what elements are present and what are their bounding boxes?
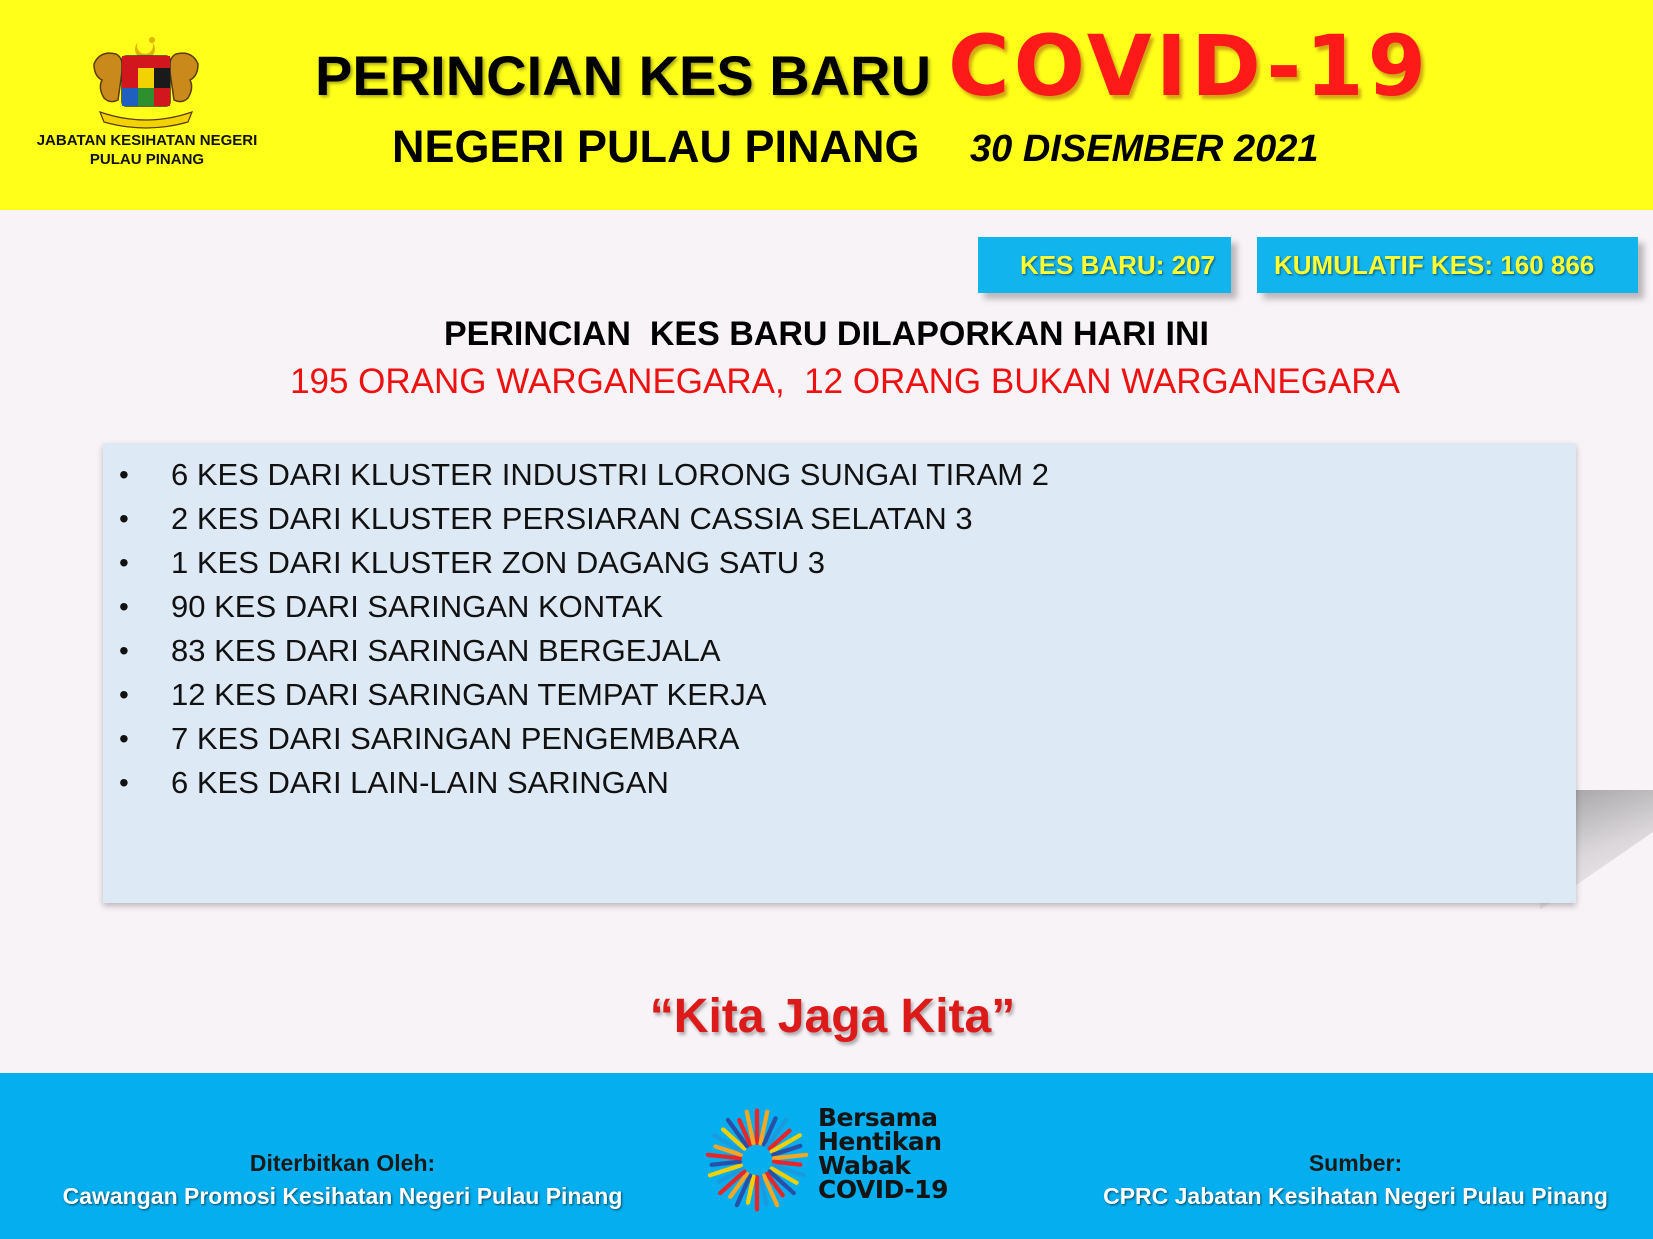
list-item-text: 1 KES DARI KLUSTER ZON DAGANG SATU 3	[171, 545, 826, 580]
bullet-icon: •	[119, 767, 129, 798]
list-item	[103, 541, 1576, 585]
agency-name	[22, 131, 272, 169]
publisher-label: Diterbitkan Oleh:	[249, 1150, 436, 1176]
campaign-line-4: COVID-19	[818, 1175, 948, 1204]
list-item-text: 7 KES DARI SARINGAN PENGEMBARA	[171, 721, 740, 756]
state-title: NEGERI PULAU PINANG	[392, 121, 920, 172]
list-item	[103, 717, 1576, 761]
agency-line-2: PULAU PINANG	[89, 151, 205, 168]
malaysia-coat-of-arms-icon	[86, 34, 206, 130]
bullet-icon: •	[119, 503, 129, 534]
header-banner	[0, 0, 1653, 210]
campaign-text	[818, 1103, 948, 1204]
list-item-text: 6 KES DARI KLUSTER INDUSTRI LORONG SUNGAI TIRAM 2	[171, 457, 1049, 492]
campaign-line-2: Hentikan	[818, 1127, 942, 1156]
list-item-text: 83 KES DARI SARINGAN BERGEJALA	[171, 633, 721, 668]
new-cases-badge: KES BARU: 207	[978, 237, 1231, 293]
details-heading: PERINCIAN KES BARU DILAPORKAN HARI INI	[443, 315, 1210, 353]
page-title: PERINCIAN KES BARU	[315, 44, 932, 107]
list-item	[103, 761, 1576, 805]
campaign-logo	[700, 1098, 970, 1223]
bullet-icon: •	[119, 459, 129, 490]
bullet-icon: •	[119, 591, 129, 622]
list-item-text: 90 KES DARI SARINGAN KONTAK	[171, 589, 664, 624]
list-item-text: 2 KES DARI KLUSTER PERSIARAN CASSIA SELATAN 3	[171, 501, 973, 536]
bullet-icon: •	[119, 723, 129, 754]
campaign-burst-logo-icon	[700, 1103, 814, 1217]
bullet-icon: •	[119, 547, 129, 578]
list-item	[103, 585, 1576, 629]
footer-banner	[0, 1073, 1653, 1239]
list-item	[103, 453, 1576, 497]
report-date: 30 DISEMBER 2021	[970, 128, 1319, 170]
list-item-text: 12 KES DARI SARINGAN TEMPAT KERJA	[171, 677, 767, 712]
source-label: Sumber:	[1308, 1150, 1403, 1176]
covid-title: COVID-19	[948, 17, 1431, 115]
list-item	[103, 497, 1576, 541]
slogan: “Kita Jaga Kita”	[649, 990, 1016, 1043]
agency-line-1: JABATAN KESIHATAN NEGERI	[36, 132, 258, 149]
details-subheading: 195 ORANG WARGANEGARA, 12 ORANG BUKAN WARGANEGARA	[290, 362, 1400, 401]
bullet-icon: •	[119, 679, 129, 710]
publisher-name: Cawangan Promosi Kesihatan Negeri Pulau Pinang	[62, 1183, 623, 1209]
campaign-line-3: Wabak	[818, 1151, 911, 1180]
source-name: CPRC Jabatan Kesihatan Negeri Pulau Pinang	[1103, 1183, 1608, 1209]
bullet-icon: •	[119, 635, 129, 666]
list-item	[103, 673, 1576, 717]
case-breakdown-panel	[103, 443, 1576, 903]
cumulative-cases-badge: KUMULATIF KES: 160 866	[1257, 237, 1638, 293]
campaign-line-1: Bersama	[818, 1103, 938, 1132]
case-breakdown-list	[103, 453, 1576, 805]
list-item	[103, 629, 1576, 673]
list-item-text: 6 KES DARI LAIN-LAIN SARINGAN	[171, 765, 669, 800]
